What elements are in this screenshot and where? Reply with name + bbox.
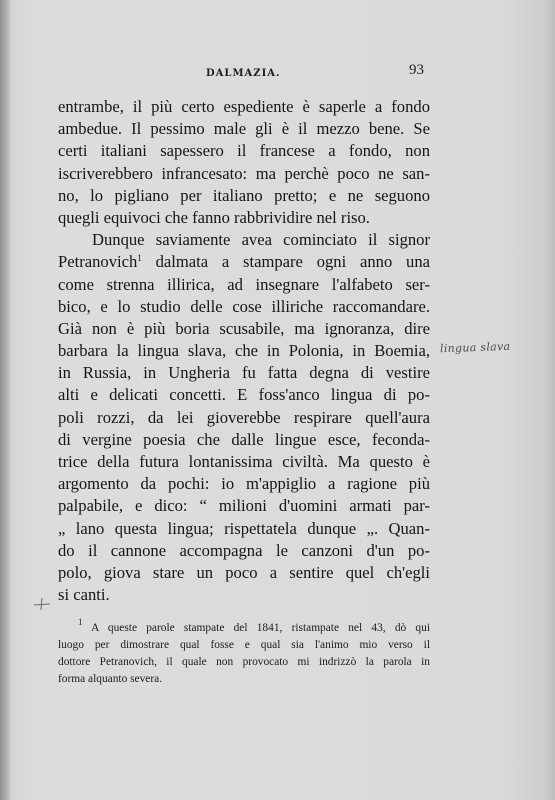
text-line: barbara la lingua slava, che in Polonia, in Boemia, [58,341,430,361]
footnote-line-text: A queste parole stampate del 1841, ristampate nel 43, dò qui [91,622,430,634]
text-line: argomento da pochi: io m'appiglio a ragione più [58,474,430,494]
pencil-mark-icon [32,596,52,612]
text-line: Già non è più boria scusabile, ma ignoranza, dire [58,318,430,338]
footnote-line [58,617,430,637]
text-line: do il cannone accompagna le canzoni d'un po- [58,540,430,560]
person-name: Petranovich [58,252,138,272]
text-line: entrambe, il più certo espediente è saperle a fondo [58,97,430,116]
footnote [58,617,430,688]
text-line: no, lo pigliano per italiano pretto; e ne seguono [58,185,430,205]
footnote-line: dottore Petranovich, il quale non provocato mi indrizzò la parola in [58,656,430,668]
page-number: 93 [409,62,424,78]
text-line: di vergine poesia che dalle lingue esce, feconda- [58,429,430,449]
text-line: come strenna illirica, ad insegnare l'alfabeto ser- [58,274,430,294]
text-line: trice della futura lontanissima civiltà. Ma questo è [58,452,430,471]
text-line: „ lano questa lingua; rispettatela dunque „. Quan- [58,518,430,538]
text-line: polo, giova stare un poco a sentire quel ch'egli [58,562,430,582]
footnote-reference[interactable]: 1 [137,253,142,264]
text-line: ambedue. Il pessimo male gli è il mezzo bene. Se [58,119,430,139]
footnote-line: luogo per dimostrare qual fosse e qual sia l'animo mio verso il [58,639,430,651]
text-line: bico, e lo studio delle cose illiriche raccomandare. [58,296,430,316]
text-line: palpabile, e dico: “ milioni d'uomini armati par- [58,496,430,516]
text-line: in Russia, in Ungheria fu fatta degna di vestire [58,363,430,383]
handwritten-margin-note: lingua slava [439,339,511,356]
footnote-line: forma alquanto severa. [58,673,163,685]
text-line: poli rozzi, da lei gioverebbe respirare quell'aura [58,407,430,427]
page-edge-shadow [0,0,10,800]
text-line: certi italiani sapessero il francese a fondo, non [58,141,430,161]
text-line: si canti. [58,585,110,605]
text-line-rest: dalmata a stampare ogni anno una [155,252,430,272]
text-line: Dunque saviamente avea cominciato il signor [92,230,430,250]
text-line-with-note-ref [58,251,430,273]
main-text [58,96,430,606]
footnote-marker: 1 [78,617,83,627]
text-line: quegli equivoci che fanno rabbrividire nel riso. [58,207,370,227]
running-head: DALMAZIA. [206,68,281,79]
page-header [58,62,430,82]
text-line: iscriverebbero infrancesato: ma perchè poco ne san- [58,163,430,183]
text-line: alti e delicati concetti. E foss'anco lingua di po- [58,385,430,405]
